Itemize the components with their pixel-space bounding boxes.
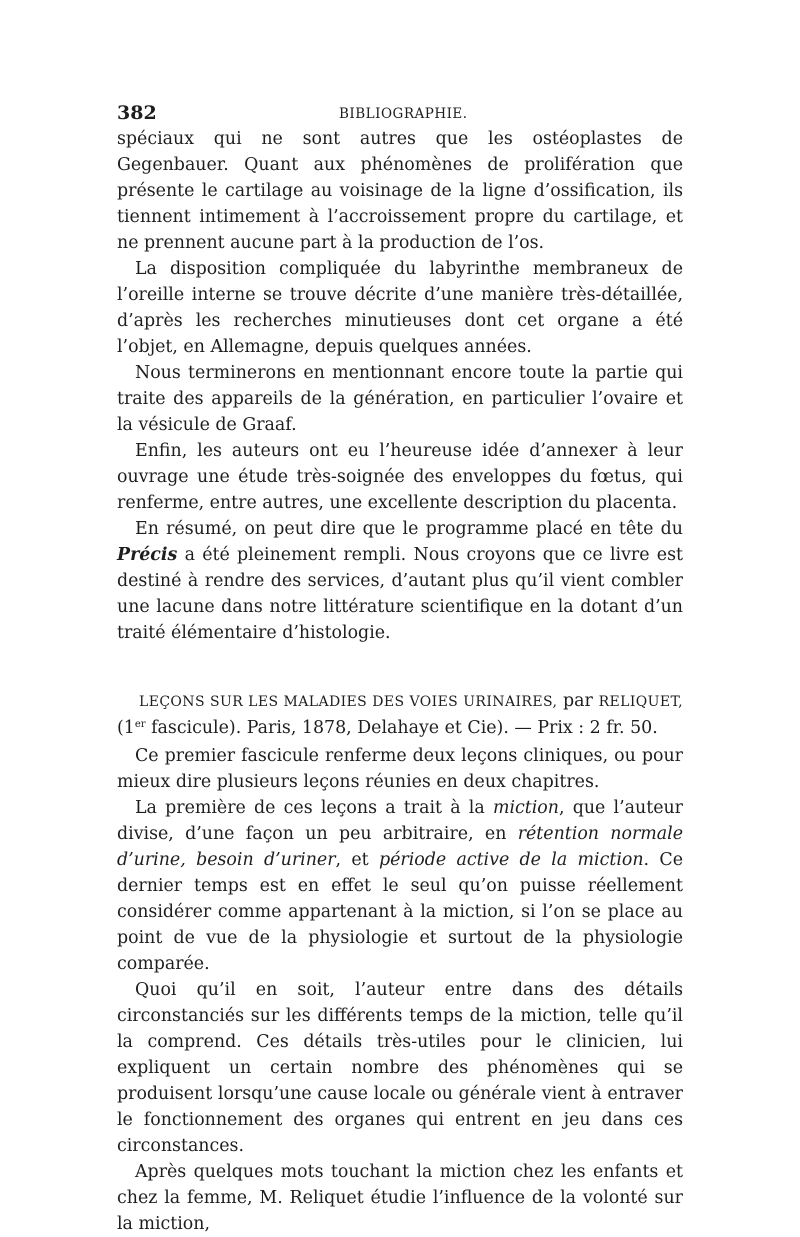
book-par: par [557,691,599,711]
book-title: LEÇONS SUR LES MALADIES DES VOIES URINAIRES, [139,694,558,710]
miction-text-d: . Ce dernier temps est en effet le seul qu’on puisse réellement considérer comme appartenant à la miction, si l’on se place au point de vue de la physiologie et surtout de la physiologie comparée. [117,850,683,974]
section-spacer [117,646,683,688]
summary-text-b: a été pleinement rempli. Nous croyons que ce livre est destiné à rendre des services, d’autant plus qu’il vient combler une lacune dans notre littérature scientifique en la dotant d’un traité élémentaire d’histologie. [117,545,683,643]
review-paragraph-first: Ce premier fascicule renferme deux leçons cliniques, ou pour mieux dire plusieurs leçons réunies en deux chapitres. [117,746,683,792]
summary-italic-precis: Précis [117,545,178,565]
book-fascicule-open: (1 [117,718,135,738]
miction-italic-1: miction [492,798,559,818]
miction-text-b: , que l’auteur divise, d’une façon un peu arbitraire, en [117,798,683,844]
summary-text-a: En résumé, on peut dire que le programme placé en tête du [135,519,683,539]
miction-text-c: , et [335,850,379,870]
page-number: 382 [117,102,157,124]
paragraph-summary [117,516,683,646]
book-page [117,100,683,1237]
miction-italic-2: rétention normale d’urine, besoin d’uriner [117,824,683,870]
book-author: RELIQUET, [598,694,683,710]
paragraph-foetus: Enfin, les auteurs ont eu l’heureuse idée d’annexer à leur ouvrage une étude très-soignée des enveloppes du fœtus, qui renferme, entre autres, une excellente description du placenta. [117,441,683,513]
review-paragraph-details: Quoi qu’il en soit, l’auteur entre dans des détails circonstanciés sur les différents temps de la miction, telle qu’il la comprend. Ces détails très-utiles pour le clinicien, lui expliquent un certain nombre des phénomènes qui se produisent lorsqu’une cause locale ou générale vient à entraver le fonctionnement des organes qui entrent en jeu dans ces circonstances. [117,980,683,1156]
review-paragraph-miction [117,795,683,977]
book-review-heading [117,688,683,741]
running-head [117,100,683,126]
miction-text-a: La première de ces leçons a trait à la [135,798,493,818]
running-head-title: BIBLIOGRAPHIE. [339,106,468,122]
paragraph-labyrinth: La disposition compliquée du labyrinthe membraneux de l’oreille interne se trouve décrite d’une manière très-détaillée, d’après les recherches minutieuses dont cet organe a été l’objet, en Allemagne, depuis quelques années. [117,259,683,357]
miction-italic-3: période active de la miction [378,850,644,870]
body-text [117,126,683,1237]
book-fascicule-sup: er [134,719,146,730]
book-publication-info: fascicule). Paris, 1878, Delahaye et Cie). — Prix : 2 fr. 50. [145,718,658,738]
paragraph-continuation: spéciaux qui ne sont autres que les ostéoplastes de Gegenbauer. Quant aux phénomènes de prolifération que présente le cartilage au voisinage de la ligne d’ossification, ils tiennent intimement à l’accroissement propre du cartilage, et ne prennent aucune part à la production de l’os. [117,129,683,253]
paragraph-generation: Nous terminerons en mentionnant encore toute la partie qui traite des appareils de la génération, en particulier l’ovaire et la vésicule de Graaf. [117,363,683,435]
review-paragraph-volonte: Après quelques mots touchant la miction chez les enfants et chez la femme, M. Reliquet étudie l’influence de la volonté sur la miction, [117,1162,683,1234]
